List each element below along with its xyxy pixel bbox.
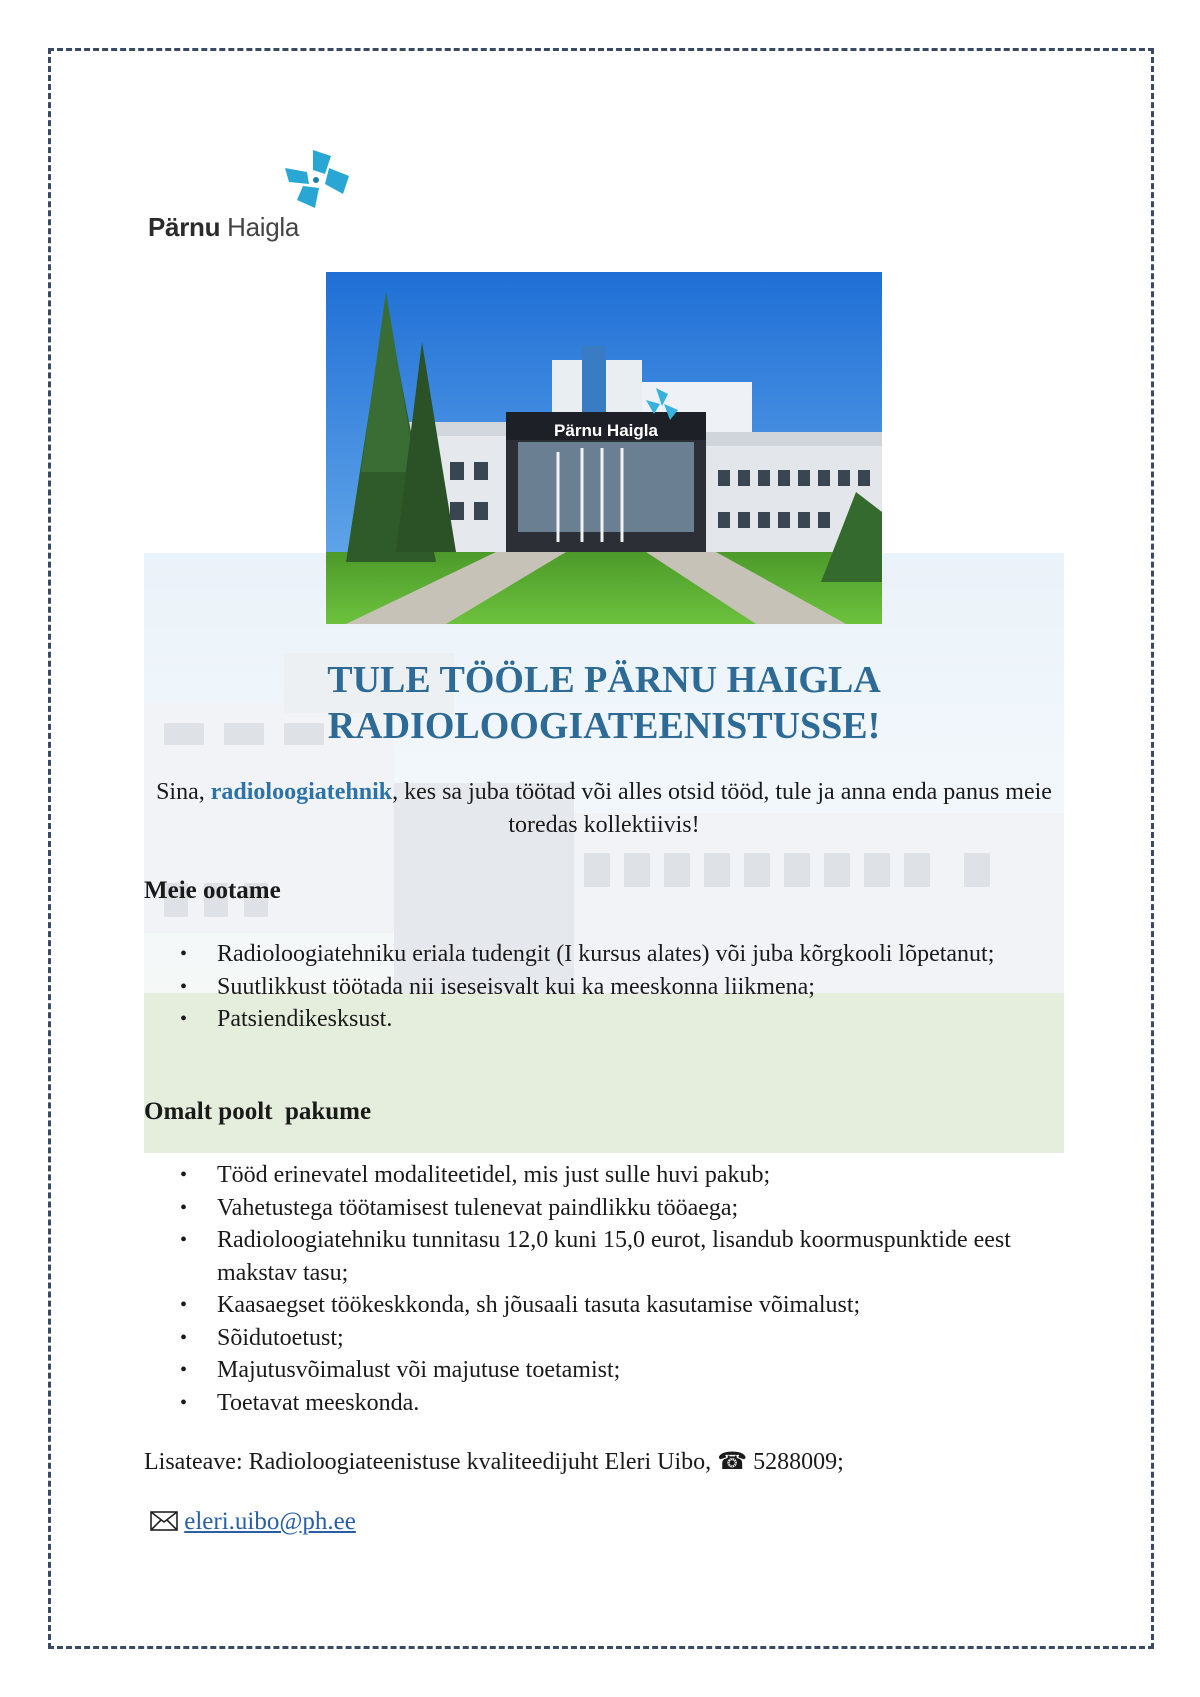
list-item: • Tööd erinevatel modaliteetidel, mis just sulle huvi pakub; bbox=[144, 1159, 1064, 1192]
hospital-logo bbox=[148, 148, 348, 248]
list-item: • Sõidutoetust; bbox=[144, 1322, 1064, 1355]
logo-brand-light: Haigla bbox=[227, 212, 300, 242]
photo-sign-text: Pärnu Haigla bbox=[554, 421, 658, 440]
expect-list bbox=[144, 938, 1064, 1036]
offer-heading: Omalt poolt pakume bbox=[144, 1098, 372, 1125]
intro-rest: , kes sa juba töötad või alles otsid tööd, tule ja anna enda panus meie toredas kollektiivis! bbox=[392, 779, 1052, 838]
phone-icon: ☎ bbox=[717, 1449, 748, 1475]
list-item: • Toetavat meeskonda. bbox=[144, 1387, 1064, 1420]
email-row bbox=[150, 1508, 356, 1536]
contact-phone: 5288009; bbox=[753, 1449, 844, 1475]
intro-paragraph bbox=[144, 776, 1064, 842]
email-link[interactable]: eleri.uibo@ph.ee bbox=[184, 1508, 356, 1535]
list-item: • Majutusvõimalust või majutuse toetamist; bbox=[144, 1354, 1064, 1387]
intro-prefix: Sina, bbox=[156, 779, 211, 805]
background-hospital-photo bbox=[144, 553, 1064, 1153]
intro-highlight: radioloogiatehnik bbox=[210, 779, 393, 805]
contact-line bbox=[144, 1447, 844, 1476]
page-title bbox=[144, 657, 1064, 749]
contact-label: Lisateave: Radioloogiateenistuse kvaliteedijuht Eleri Uibo, bbox=[144, 1449, 712, 1475]
offer-list bbox=[144, 1159, 1064, 1419]
hospital-building-photo bbox=[326, 272, 882, 624]
list-item: • Radioloogiatehniku tunnitasu 12,0 kuni 15,0 eurot, lisandub koormuspunktide eest makstav tasu; bbox=[144, 1224, 1064, 1289]
expect-heading: Meie ootame bbox=[144, 877, 281, 904]
title-line-2: RADIOLOOGIATEENISTUSSE! bbox=[327, 705, 881, 747]
logo-brand-bold: Pärnu bbox=[148, 212, 221, 242]
envelope-icon bbox=[150, 1511, 178, 1531]
list-item: • Suutlikkust töötada nii iseseisvalt kui ka meeskonna liikmena; bbox=[144, 971, 1064, 1004]
list-item: • Kaasaegset töökeskkonda, sh jõusaali tasuta kasutamise võimalust; bbox=[144, 1289, 1064, 1322]
list-item: • Radioloogiatehniku eriala tudengit (I kursus alates) või juba kõrgkooli lõpetanut; bbox=[144, 938, 1064, 971]
list-item: • Vahetustega töötamisest tulenevat paindlikku tööaega; bbox=[144, 1192, 1064, 1225]
butterfly-logo-icon bbox=[283, 148, 353, 218]
title-line-1: TULE TÖÖLE PÄRNU HAIGLA bbox=[327, 659, 881, 701]
list-item: • Patsiendikesksust. bbox=[144, 1003, 1064, 1036]
logo-wordmark bbox=[148, 212, 299, 243]
